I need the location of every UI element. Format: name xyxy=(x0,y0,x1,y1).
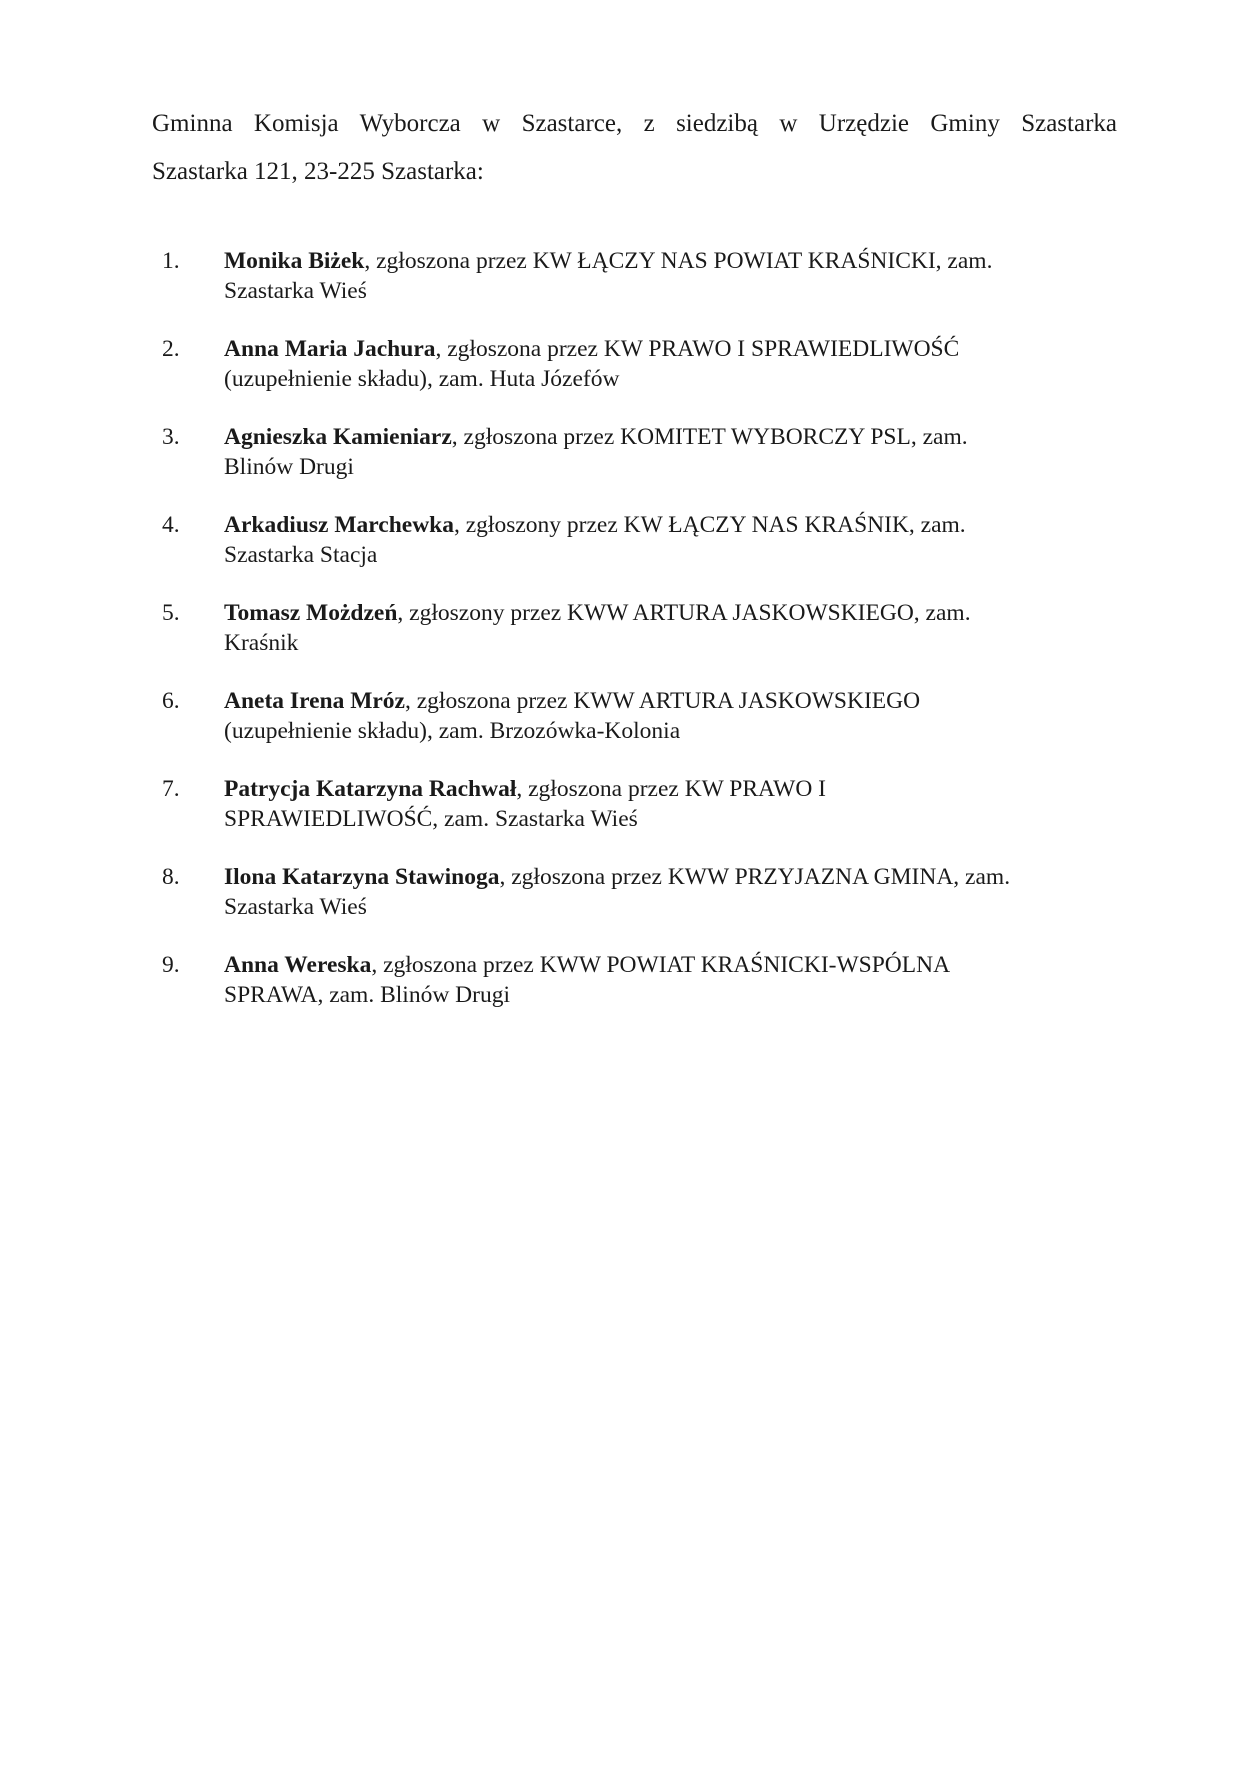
item-line-2: Blinów Drugi xyxy=(224,454,354,480)
member-details: , zgłoszona przez KW PRAWO I SPRAWIEDLIWOŚĆ xyxy=(435,336,960,362)
commission-heading xyxy=(152,100,1117,196)
item-line-1 xyxy=(224,686,1092,716)
item-line-2: Kraśnik xyxy=(224,630,299,656)
member-name: Agnieszka Kamieniarz xyxy=(224,424,452,450)
list-item xyxy=(152,774,1092,834)
member-details: , zgłoszona przez KWW POWIAT KRAŚNICKI-WSPÓLNA xyxy=(371,952,951,978)
member-name: Ilona Katarzyna Stawinoga xyxy=(224,864,500,890)
member-details: , zgłoszony przez KW ŁĄCZY NAS KRAŚNIK, zam. xyxy=(454,512,966,538)
list-item xyxy=(152,862,1092,922)
item-line-1 xyxy=(224,774,1092,804)
member-name: Patrycja Katarzyna Rachwał xyxy=(224,776,517,802)
heading-line-1: Gminna Komisja Wyborcza w Szastarce, z siedzibą w Urzędzie Gminy Szastarka xyxy=(152,110,1117,137)
item-line-2: SPRAWA, zam. Blinów Drugi xyxy=(224,982,510,1008)
list-item xyxy=(152,510,1092,570)
item-line-1 xyxy=(224,598,1092,628)
item-line-1 xyxy=(224,862,1092,892)
item-number: 8. xyxy=(162,864,180,890)
item-line-2: (uzupełnienie składu), zam. Huta Józefów xyxy=(224,366,620,392)
heading-line-2: Szastarka 121, 23-225 Szastarka: xyxy=(152,158,484,185)
item-number: 4. xyxy=(162,512,180,538)
member-details: , zgłoszony przez KWW ARTURA JASKOWSKIEGO, zam. xyxy=(397,600,971,626)
list-item xyxy=(152,334,1092,394)
item-line-1 xyxy=(224,246,1092,276)
item-number: 3. xyxy=(162,424,180,450)
member-name: Anna Wereska xyxy=(224,952,372,978)
member-details: , zgłoszona przez KWW ARTURA JASKOWSKIEGO xyxy=(405,688,921,714)
item-line-2: SPRAWIEDLIWOŚĆ, zam. Szastarka Wieś xyxy=(224,806,638,832)
item-number: 1. xyxy=(162,248,180,274)
member-name: Tomasz Możdzeń xyxy=(224,600,398,626)
item-line-1 xyxy=(224,334,1092,364)
list-item xyxy=(152,950,1092,1010)
item-number: 6. xyxy=(162,688,180,714)
member-details: , zgłoszona przez KW ŁĄCZY NAS POWIAT KRAŚNICKI, zam. xyxy=(364,248,993,274)
item-line-1 xyxy=(224,510,1092,540)
item-number: 2. xyxy=(162,336,180,362)
member-list xyxy=(152,246,1092,1038)
item-line-2: Szastarka Stacja xyxy=(224,542,378,568)
list-item xyxy=(152,686,1092,746)
member-details: , zgłoszona przez KW PRAWO I xyxy=(516,776,826,802)
item-line-1 xyxy=(224,422,1092,452)
list-item xyxy=(152,422,1092,482)
item-number: 7. xyxy=(162,776,180,802)
item-line-1 xyxy=(224,950,1092,980)
item-line-2: Szastarka Wieś xyxy=(224,278,367,304)
member-details: , zgłoszona przez KOMITET WYBORCZY PSL, zam. xyxy=(451,424,968,450)
list-item xyxy=(152,598,1092,658)
item-line-2: (uzupełnienie składu), zam. Brzozówka-Kolonia xyxy=(224,718,681,744)
item-line-2: Szastarka Wieś xyxy=(224,894,367,920)
member-details: , zgłoszona przez KWW PRZYJAZNA GMINA, zam. xyxy=(499,864,1011,890)
item-number: 9. xyxy=(162,952,180,978)
member-name: Aneta Irena Mróz xyxy=(224,688,405,714)
member-name: Arkadiusz Marchewka xyxy=(224,512,454,538)
list-item xyxy=(152,246,1092,306)
member-name: Monika Biżek xyxy=(224,248,365,274)
member-name: Anna Maria Jachura xyxy=(224,336,436,362)
item-number: 5. xyxy=(162,600,180,626)
